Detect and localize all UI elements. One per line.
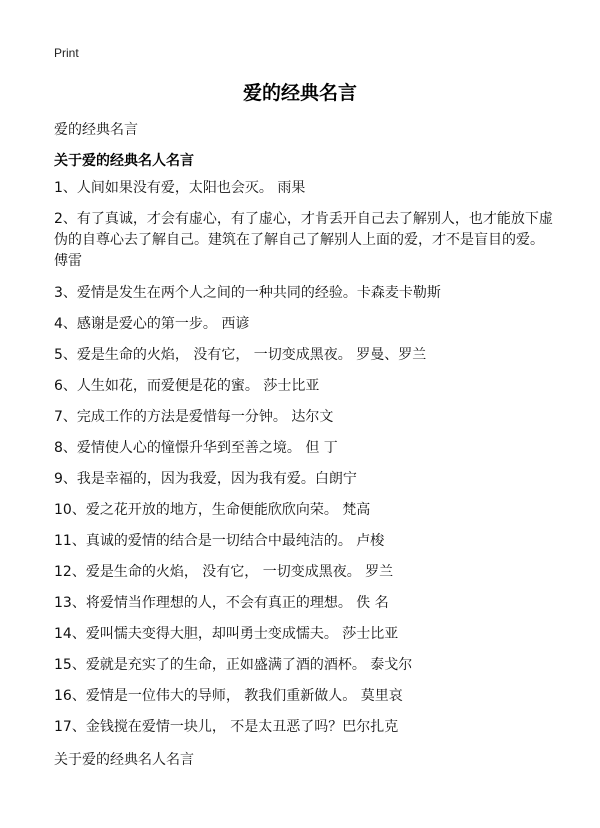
document-subtitle: 爱的经典名言 <box>54 122 138 138</box>
quote-item: 17、金钱搅在爱情一块儿， 不是太丑恶了吗？巴尔扎克 <box>54 719 399 735</box>
quote-item: 3、爱情是发生在两个人之间的一种共同的经验。卡森麦卡勒斯 <box>54 285 441 301</box>
section-heading: 关于爱的经典名人名言 <box>54 153 194 169</box>
quote-item: 5、爱是生命的火焰， 没有它， 一切变成黑夜。 罗曼、罗兰 <box>54 347 427 363</box>
document-title: 爱的经典名言 <box>242 82 357 104</box>
quote-item: 11、真诚的爱情的结合是一切结合中最纯洁的。 卢梭 <box>54 533 385 549</box>
quote-item: 9、我是幸福的，因为我爱，因为我有爱。白朗宁 <box>54 471 357 487</box>
quote-item: 14、爱叫懦夫变得大胆，却叫勇士变成懦夫。 莎士比亚 <box>54 626 399 642</box>
quote-item: 2、有了真诚，才会有虚心，有了虚心，才肯丢开自己去了解别人，也才能放下虚伪的自尊心去了解自己。建筑在了解自己了解别人上面的爱，才不是盲目的爱。 傅雷 <box>54 211 553 269</box>
quote-item: 10、爱之花开放的地方，生命便能欣欣向荣。 梵高 <box>54 502 371 518</box>
quote-item: 1、人间如果没有爱，太阳也会灭。 雨果 <box>54 180 306 196</box>
quote-item: 7、完成工作的方法是爱惜每一分钟。 达尔文 <box>54 409 334 425</box>
quote-item: 4、感谢是爱心的第一步。 西谚 <box>54 316 250 332</box>
quote-item: 16、爱情是一位伟大的导师， 教我们重新做人。 莫里哀 <box>54 688 403 704</box>
quote-item: 12、爱是生命的火焰， 没有它， 一切变成黑夜。 罗兰 <box>54 564 394 580</box>
print-label: Print <box>54 46 79 60</box>
quote-item: 8、爱情使人心的憧憬升华到至善之境。 但 丁 <box>54 440 338 456</box>
footer-heading: 关于爱的经典名人名言 <box>54 752 194 768</box>
quote-item: 15、爱就是充实了的生命，正如盛满了酒的酒杯。 泰戈尔 <box>54 657 413 673</box>
quote-item: 6、人生如花，而爱便是花的蜜。 莎士比亚 <box>54 378 320 394</box>
quote-list <box>54 178 554 748</box>
quote-item: 13、将爱情当作理想的人，不会有真正的理想。 佚 名 <box>54 595 389 611</box>
